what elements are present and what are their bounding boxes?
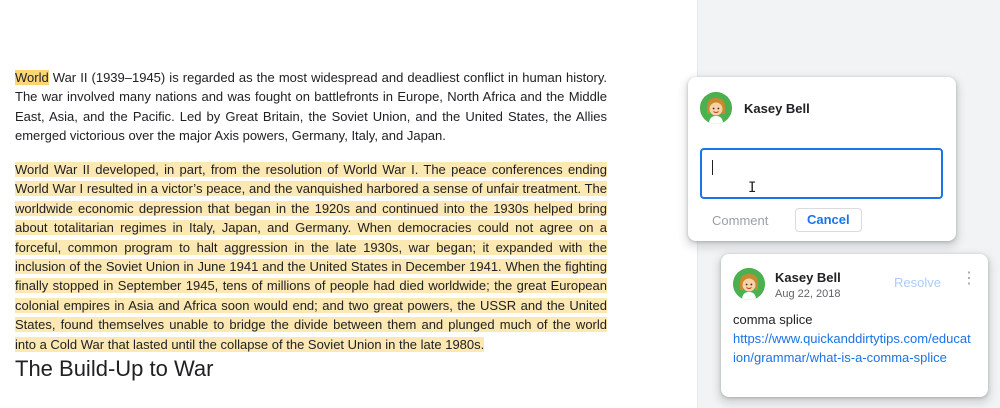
comment-author: Kasey Bell	[744, 101, 810, 116]
cancel-button[interactable]: Cancel	[795, 208, 862, 232]
paragraph-2	[15, 160, 607, 354]
highlighted-word[interactable]: World	[15, 70, 49, 85]
resolve-button[interactable]: Resolve	[894, 275, 941, 290]
comment-date: Aug 22, 2018	[775, 288, 841, 300]
paragraph-1-text: War II (1939–1945) is regarded as the most widespread and deadliest conflict in human history. The war involved many nations and was fought on battlefronts in Europe, North Africa and the Middle East, Asia, and the Pacific. Led by Great Britain, the Soviet Union, and the United States, the Allies emerged victorious over the major Axis powers, Germany, Italy, and Japan.	[15, 70, 607, 144]
comment-text: comma splice	[733, 312, 813, 327]
comment-author: Kasey Bell	[775, 270, 841, 285]
comment-link[interactable]: https://www.quickanddirtytips.com/education/grammar/what-is-a-comma-splice	[733, 331, 971, 365]
comment-button[interactable]: Comment	[700, 210, 780, 232]
existing-comment-card[interactable]	[721, 254, 988, 397]
new-comment-card[interactable]	[688, 77, 956, 241]
avatar	[700, 92, 732, 124]
comment-body	[733, 310, 973, 367]
text-caret	[712, 160, 713, 175]
paragraph-1	[15, 68, 607, 146]
avatar	[733, 268, 765, 300]
highlighted-paragraph-text[interactable]: World War II developed, in part, from the resolution of World War I. The peace conferences ending World War I resulted in a victor’s peace, and the vanquished harbored a sense of unfair treatment. The worldwide economic depression that began in the 1920s and continued into the 1930s helped bring about totalitarian regimes in Italy, Japan, and Germany. When democracies could not agree on a forceful, common program to halt aggression in the late 1930s, war began; it expanded with the inclusion of the Soviet Union in June 1941 and the United States in December 1941. When the fighting finally stopped in September 1945, tens of millions of people had died worldwide; the great European colonial empires in Asia and Africa soon would end; and two great powers, the USSR and the United States, found themselves unable to bridge the divide between them and plunged much of the world into a Cold War that lasted until the collapse of the Soviet Union in the late 1980s.	[15, 162, 607, 352]
text-cursor-icon: I	[748, 180, 757, 196]
comment-input[interactable]	[700, 148, 943, 199]
more-vert-icon[interactable]: ⋮	[961, 270, 977, 287]
section-heading: The Build-Up to War	[15, 356, 214, 381]
